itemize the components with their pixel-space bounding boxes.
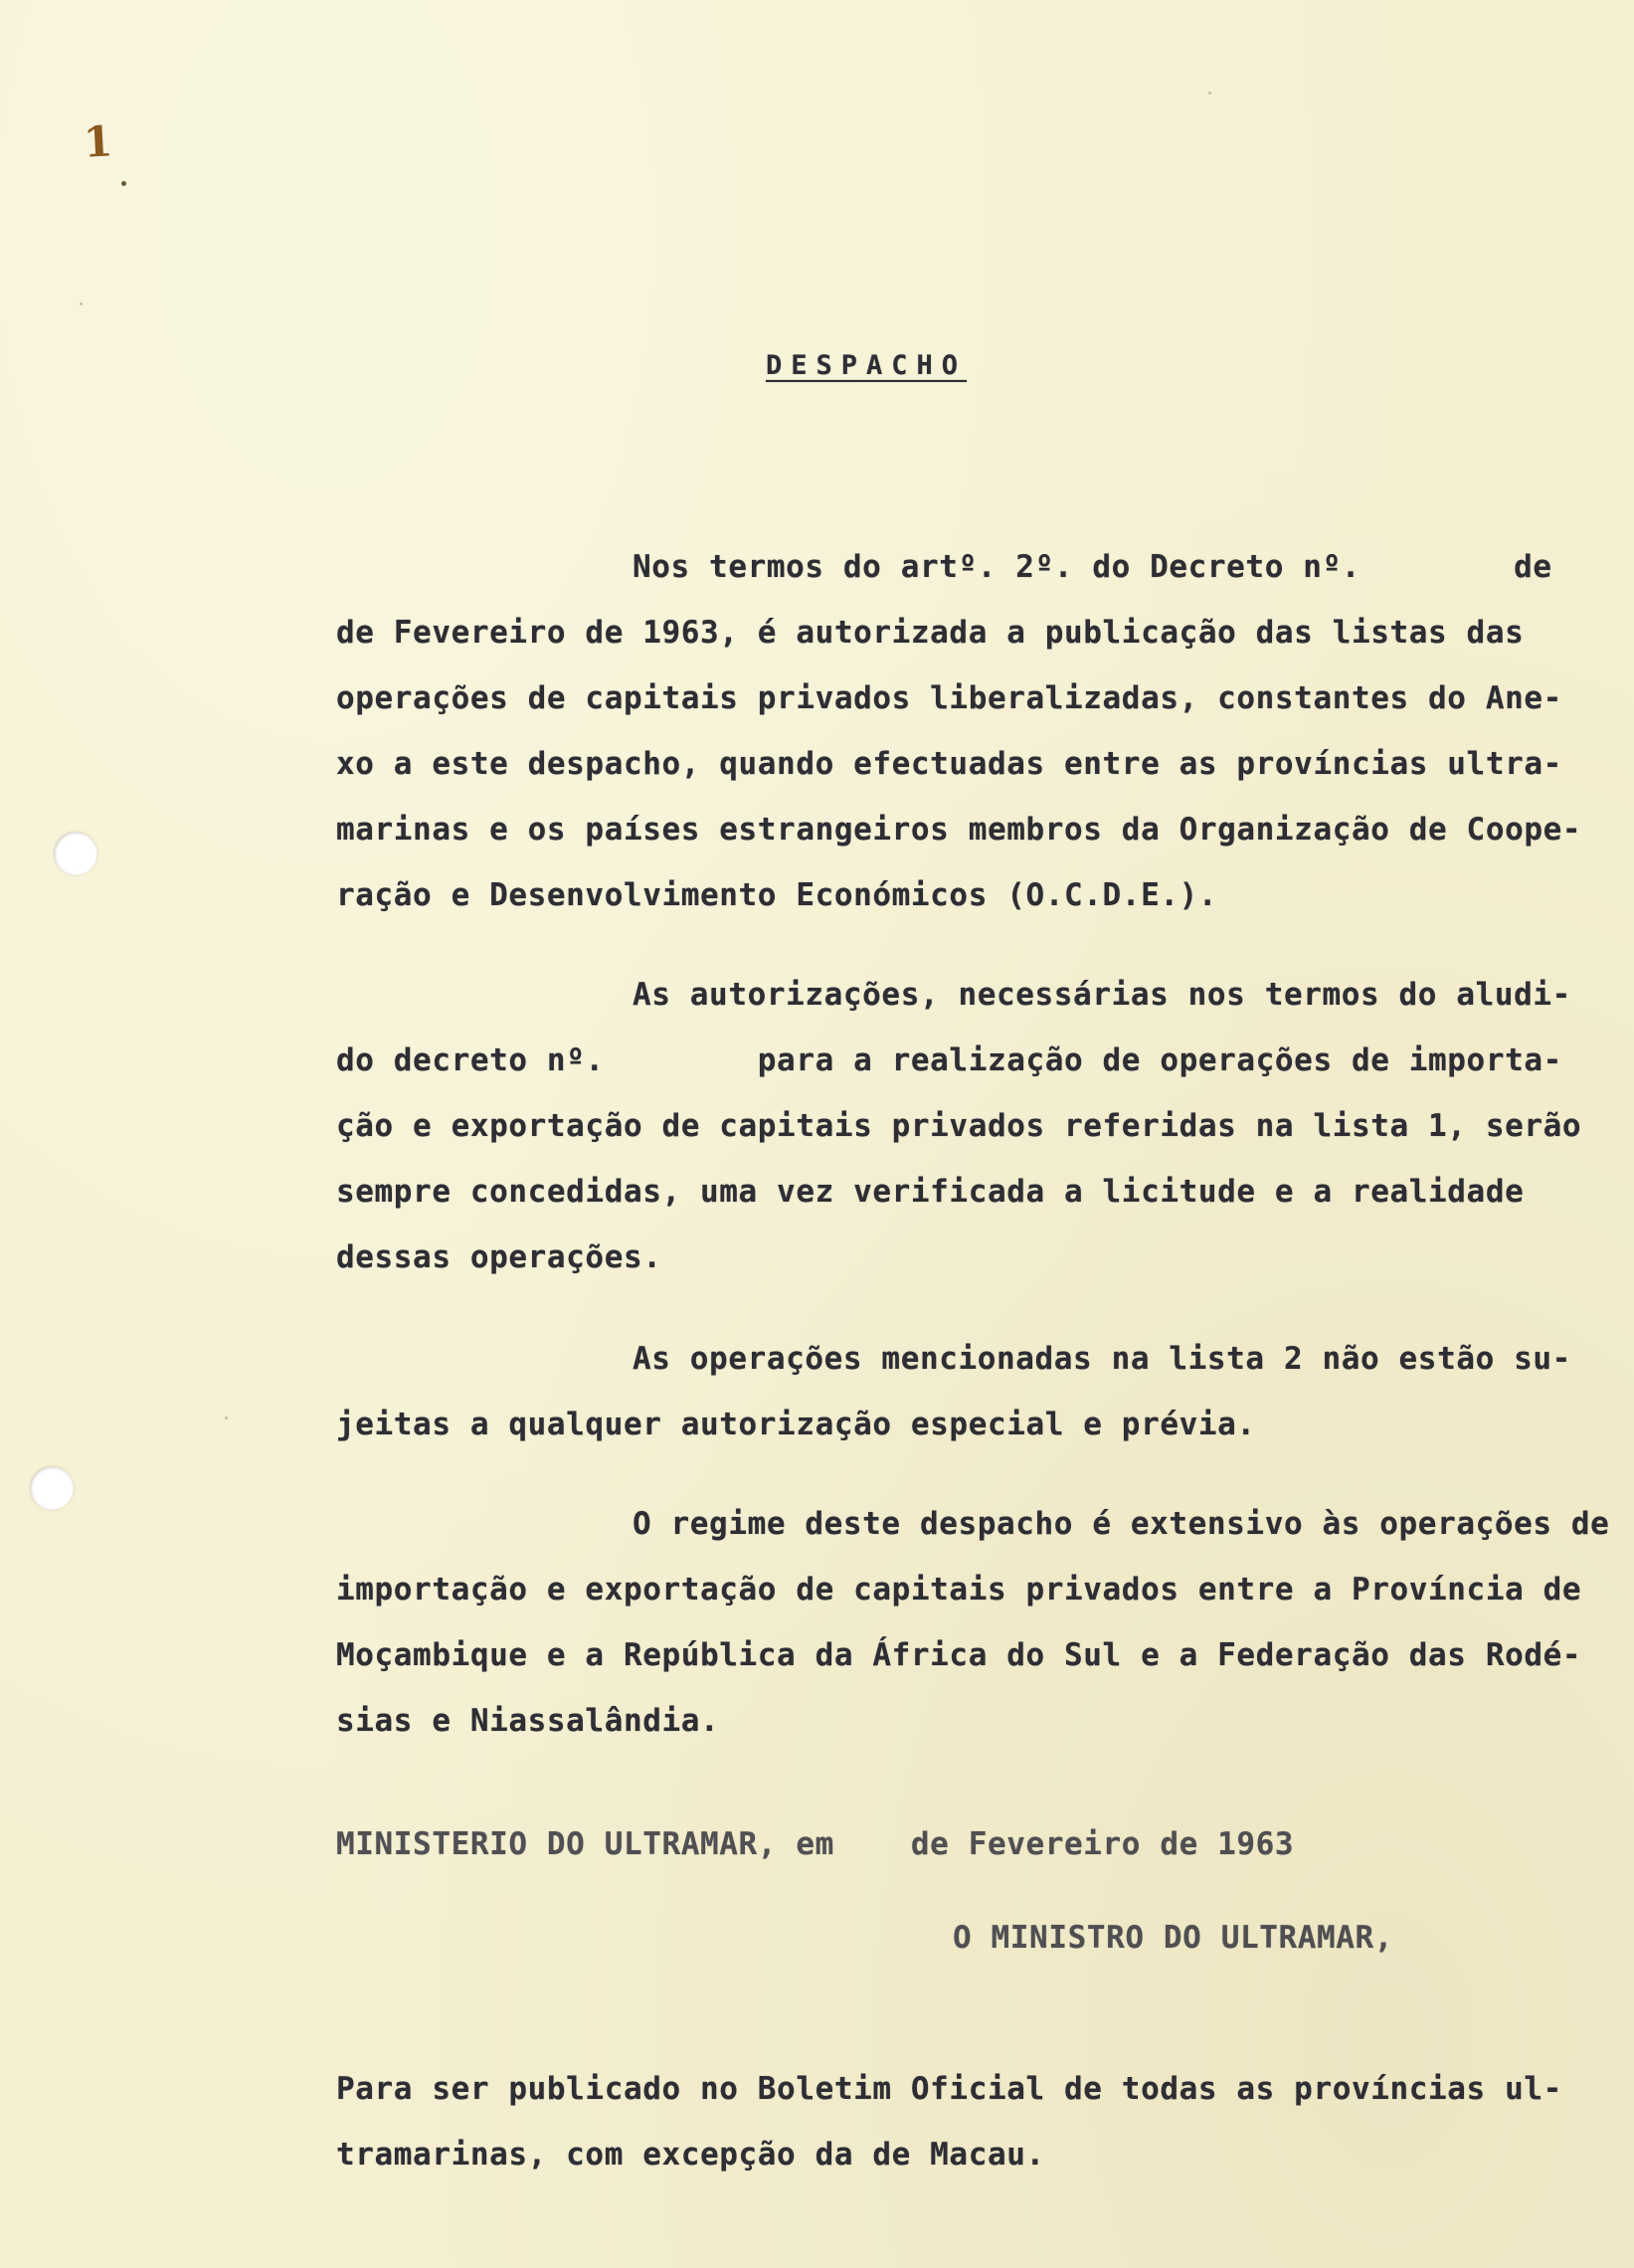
paragraph-line: dessas operações. (336, 1239, 662, 1275)
paragraph-line: Moçambique e a República da África do Sul e a Federação das Rodé- (336, 1637, 1582, 1673)
note-line: tramarinas, com excepção da de Macau. (336, 2137, 1045, 2173)
paper-speck (1208, 92, 1211, 94)
paragraph-line: de Fevereiro de 1963, é autorizada a publicação das listas das (336, 615, 1525, 651)
paragraph-line: O regime deste despacho é extensivo às operações de (633, 1506, 1610, 1542)
paragraph-line: As operações mencionadas na lista 2 não estão su- (633, 1341, 1571, 1377)
paper-speck (80, 302, 83, 305)
paragraph-line: operações de capitais privados liberalizadas, constantes do Ane- (336, 680, 1562, 716)
date-line: MINISTERIO DO ULTRAMAR, em de Fevereiro de 1963 (336, 1826, 1295, 1862)
paragraph-line: sias e Niassalândia. (336, 1703, 720, 1739)
paragraph-line: ção e exportação de capitais privados referidas na lista 1, serão (336, 1108, 1582, 1144)
paragraph-line: do decreto nº. para a realização de operações de importa- (336, 1042, 1562, 1078)
signature-line: O MINISTRO DO ULTRAMAR, (953, 1920, 1394, 1956)
punch-hole-bottom (30, 1466, 74, 1510)
ink-dot (121, 181, 126, 186)
paper-speck (225, 1417, 228, 1419)
punch-hole-top (54, 832, 97, 875)
paragraph-line: jeitas a qualquer autorização especial e prévia. (336, 1407, 1256, 1442)
note-line: Para ser publicado no Boletim Oficial de todas as províncias ul- (336, 2071, 1562, 2107)
paragraph-line: marinas e os países estrangeiros membros da Organização de Coope- (336, 812, 1582, 848)
paragraph-line: ração e Desenvolvimento Económicos (O.C.D.E.). (336, 877, 1218, 913)
document-title: DESPACHO (766, 350, 968, 381)
paragraph-line: As autorizações, necessárias nos termos do aludi- (633, 977, 1571, 1013)
paragraph-line: sempre concedidas, uma vez verificada a licitude e a realidade (336, 1174, 1525, 1210)
page-number-mark: 1 (82, 116, 114, 167)
paragraph-line: importação e exportação de capitais privados entre a Província de (336, 1572, 1582, 1607)
paragraph-line: xo a este despacho, quando efectuadas entre as províncias ultra- (336, 746, 1562, 782)
paragraph-line: Nos termos do artº. 2º. do Decreto nº. de (633, 549, 1552, 585)
